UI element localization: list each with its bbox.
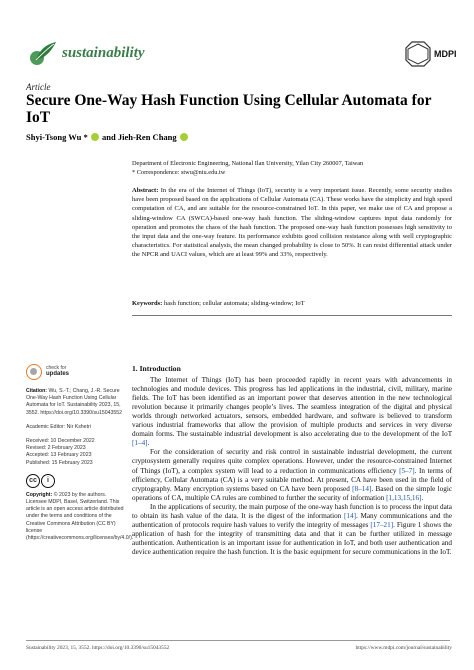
published-date: Published: 15 February 2023 (26, 459, 93, 466)
paragraph: The Internet of Things (IoT) has been proceeded rapidly in recent years with advancements in technologies and module devices. This progress has led applications in the industrial, civil, military, marine fields. The IoT has been identified as an important power that deserves attention in the new technological revolution because it primarily changes people’s lives. The seamless integration of the digital and physical worlds through networked actuators, sensors, embedded hardware, and software is believed to transform various industrial frameworks that allow the provision of multiple products and services in very diverse domain forms. The sustainable industrial development is also accelerating due to the development of the IoT [1–4]. (132, 376, 452, 448)
cc-icon: cc (26, 474, 40, 488)
check-for-updates-button[interactable] (26, 364, 124, 380)
footer-journal-link[interactable]: https://www.mdpi.com/journal/sustainability (355, 645, 452, 651)
citation-text: Wu, S.-T.; Chang, J.-R. Secure One-Way Hash Function Using Cellular Automata for IoT. Sustainability 2023, 15, 3552. https://doi.org/10.3390/su15043552 (26, 388, 123, 416)
article-title: Secure One-Way Hash Function Using Cellular Automata for IoT (26, 92, 432, 126)
keywords-text: hash function; cellular automata; sliding-window; IoT (163, 300, 305, 307)
journal-name: sustainability (62, 45, 145, 61)
citation-link[interactable]: [1–4] (132, 439, 148, 448)
article-body (132, 364, 452, 557)
mdpi-wordmark: MDPI (434, 49, 457, 59)
orcid-icon[interactable] (180, 133, 188, 141)
correspondence-line: * Correspondence: stwu@niu.edu.tw (132, 168, 226, 176)
paragraph: In the applications of security, the main purpose of the one-way hash function is to process the input data to obtain its hash value of the data. It is the digest of the information [14]. Many communications and the authentication of protocols require hash values to verify the integrity of messages [17–21]. Figure 1 shows the application of hash for the integrity of transmitting data and that it can be further utilized in message authentication. Authentication is an important issue for authentication in IoT, and both user authentication and device authentication require the hash function. It is the basic equipment for secure communications in the IoT. (132, 502, 453, 556)
citation-link[interactable]: [5–7] (399, 466, 415, 475)
citation-block (26, 388, 124, 417)
author-name: Shyi-Tsong Wu * (26, 132, 88, 142)
mdpi-logo-icon (400, 40, 457, 66)
copyright-block (26, 491, 134, 542)
article-type: Article (26, 82, 51, 92)
divider (132, 315, 452, 316)
citation-link[interactable]: [14] (343, 511, 356, 520)
citation-link[interactable]: [17–21] (370, 520, 394, 529)
check-updates-line2: updates (46, 371, 70, 377)
received-date: Received: 10 December 2022 (26, 438, 95, 445)
sidebar (26, 364, 134, 549)
citation-link[interactable]: [1,13,15,16] (386, 493, 422, 502)
author-list (26, 132, 189, 142)
affiliation (132, 160, 452, 177)
check-updates-icon (26, 364, 42, 380)
copyright-label: Copyright: (26, 491, 53, 498)
editor-name: Nir Kshetri (66, 423, 91, 430)
by-icon: i (41, 474, 55, 488)
affiliation-line: Department of Electronic Engineering, National Ilan University, Yilan City 260007, Taiwan (132, 160, 364, 167)
abstract-label: Abstract: (132, 187, 159, 194)
accepted-date: Accepted: 13 February 2023 (26, 452, 92, 459)
keywords-label: Keywords: (132, 300, 163, 307)
keywords (132, 299, 452, 308)
copyright-text: © 2023 by the authors. Licensee MDPI, Basel, Switzerland. This article is an open access article distributed under the terms and conditions of the Creative Commons Attribution (CC BY) license (https://creativecommons.org/licenses/by/4.0/). (26, 491, 134, 542)
editor-label: Academic Editor: (26, 423, 66, 430)
academic-editor (26, 424, 124, 431)
journal-leaf-logo-icon (26, 38, 58, 70)
journal-header (26, 38, 457, 74)
check-updates-line1: check for (46, 365, 67, 372)
paragraph: For the consideration of security and risk control in sustainable industrial development, the current cryptosystem generally requires quite complex operations. However, under the resource-constrained Internet of Things (IoT), a complex system will lead to a reduction in communications efficiency [5–7]. In terms of efficiency, Cellular Automata (CA) is a very suitable method. At present, CA have been used in the field of cryptography. Many encryption systems based on CA have been proposed [8–14]. Based on the simple logic operations of CA, multiple CA rules are combined to further the security of information [1,13,15,16]. (132, 448, 453, 502)
history-dates (26, 438, 124, 467)
author-joiner: and (102, 132, 116, 142)
orcid-icon[interactable] (91, 133, 99, 141)
abstract-text: In the era of the Internet of Things (IoT), security is a very important issue. Recently, some security studies have been proposed based on the applications of Cellular Automata (CA). These works have the simplicity and high speed computation of CA, and are suitable for the resource-constrained IoT. In this paper, we make use of CA and propose a sliding-window CA (SWCA)-based one-way hash function. The sliding-window captures input data randomly for operation and promotes the chaos of the hash function. The proposed one-way hash function possesses high sensitivity to the input data and the one-way feature. Its performance exhibits good collision resistance along with well cryptographic characteristics. For statistical analysis, the mean changed probability is close to 50%. It can resist differential attack under the NPCR and UACI values, which are at least 99% and 33%, respectively. (132, 187, 452, 259)
citation-link[interactable]: [8–14] (352, 484, 372, 493)
author-name: Jieh-Ren Chang (117, 132, 177, 142)
revised-date: Revised: 2 February 2023 (26, 445, 86, 452)
cc-by-license-badge[interactable] (26, 474, 124, 488)
abstract (132, 186, 452, 260)
section-heading: 1. Introduction (132, 364, 181, 373)
footer-citation: Sustainability 2023, 15, 3552. https://doi.org/10.3390/su15043552 (26, 645, 170, 651)
footer-divider (26, 640, 450, 641)
citation-label: Citation: (26, 388, 48, 394)
